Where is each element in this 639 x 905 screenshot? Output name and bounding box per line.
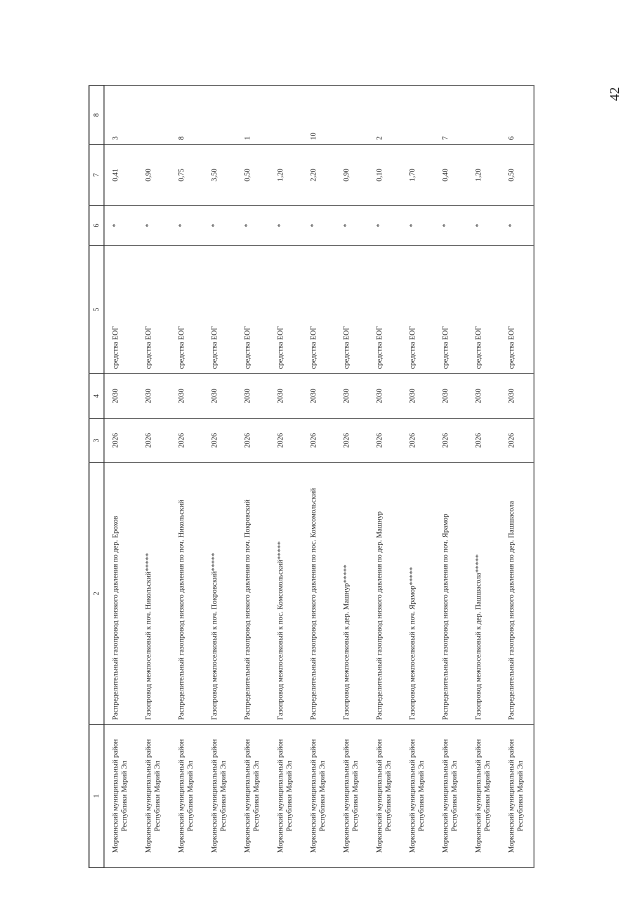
length-cell: 1,20 xyxy=(269,144,302,205)
asterisk-cell: * xyxy=(269,205,302,245)
end-year-cell: 2030 xyxy=(401,373,434,418)
end-year-cell: 2030 xyxy=(203,373,236,418)
length-cell: 0,75 xyxy=(170,144,203,205)
object-cell: Газопровод межпоселковый к дер. Пашшасола***** xyxy=(467,462,500,724)
start-year-cell: 2026 xyxy=(467,418,500,462)
start-year-cell: 2026 xyxy=(500,418,534,462)
column-header: 3 xyxy=(89,418,104,462)
count-cell: 3 xyxy=(104,85,138,144)
table-row xyxy=(269,85,302,867)
end-year-cell: 2030 xyxy=(500,373,534,418)
end-year-cell: 2030 xyxy=(269,373,302,418)
table-row xyxy=(236,85,269,867)
funding-source-cell: средства ЕОГ xyxy=(434,245,467,373)
column-header: 1 xyxy=(89,724,104,867)
funding-source-cell: средства ЕОГ xyxy=(368,245,401,373)
length-cell: 0,50 xyxy=(500,144,534,205)
end-year-cell: 2030 xyxy=(467,373,500,418)
column-header: 6 xyxy=(89,205,104,245)
asterisk-cell: * xyxy=(104,205,138,245)
district-cell: Моркинский муниципальный район Республики Марий Эл xyxy=(170,724,203,867)
object-cell: Распределительный газопровод низкого давления по дер. Пашшасола xyxy=(500,462,534,724)
table-body xyxy=(104,85,534,867)
district-cell: Моркинский муниципальный район Республики Марий Эл xyxy=(203,724,236,867)
asterisk-cell: * xyxy=(467,205,500,245)
district-cell: Моркинский муниципальный район Республики Марий Эл xyxy=(467,724,500,867)
object-cell: Газопровод межпоселковый к поч. Никольский***** xyxy=(137,462,170,724)
object-cell: Распределительный газопровод низкого давления по пос. Комсомольский xyxy=(302,462,335,724)
funding-source-cell: средства ЕОГ xyxy=(236,245,269,373)
asterisk-cell: * xyxy=(368,205,401,245)
asterisk-cell: * xyxy=(401,205,434,245)
table-row xyxy=(104,85,138,867)
table-row xyxy=(137,85,170,867)
end-year-cell: 2030 xyxy=(104,373,138,418)
length-cell: 0,90 xyxy=(335,144,368,205)
asterisk-cell: * xyxy=(170,205,203,245)
district-cell: Моркинский муниципальный район Республики Марий Эл xyxy=(500,724,534,867)
table-row xyxy=(368,85,401,867)
length-cell: 0,40 xyxy=(434,144,467,205)
count-cell: 10 xyxy=(302,85,335,144)
count-cell: 7 xyxy=(434,85,467,144)
column-header: 4 xyxy=(89,373,104,418)
funding-source-cell: средства ЕОГ xyxy=(104,245,138,373)
count-cell: 8 xyxy=(170,85,203,144)
column-header: 7 xyxy=(89,144,104,205)
end-year-cell: 2030 xyxy=(236,373,269,418)
funding-source-cell: средства ЕОГ xyxy=(203,245,236,373)
district-cell: Моркинский муниципальный район Республики Марий Эл xyxy=(368,724,401,867)
count-cell xyxy=(401,85,434,144)
length-cell: 0,50 xyxy=(236,144,269,205)
start-year-cell: 2026 xyxy=(104,418,138,462)
gas-pipeline-table xyxy=(88,85,534,868)
asterisk-cell: * xyxy=(236,205,269,245)
length-cell: 2,20 xyxy=(302,144,335,205)
funding-source-cell: средства ЕОГ xyxy=(302,245,335,373)
length-cell: 0,90 xyxy=(137,144,170,205)
funding-source-cell: средства ЕОГ xyxy=(467,245,500,373)
district-cell: Моркинский муниципальный район Республики Марий Эл xyxy=(104,724,138,867)
object-cell: Газопровод межпоселковый к дер. Машнур***** xyxy=(335,462,368,724)
start-year-cell: 2026 xyxy=(335,418,368,462)
district-cell: Моркинский муниципальный район Республики Марий Эл xyxy=(269,724,302,867)
column-header: 8 xyxy=(89,85,104,144)
start-year-cell: 2026 xyxy=(203,418,236,462)
length-cell: 1,70 xyxy=(401,144,434,205)
object-cell: Распределительный газопровод низкого давления по поч. Ярамор xyxy=(434,462,467,724)
start-year-cell: 2026 xyxy=(368,418,401,462)
asterisk-cell: * xyxy=(335,205,368,245)
object-cell: Газопровод межпоселковый к пос. Комсомольский***** xyxy=(269,462,302,724)
asterisk-cell: * xyxy=(137,205,170,245)
column-header: 5 xyxy=(89,245,104,373)
start-year-cell: 2026 xyxy=(137,418,170,462)
object-cell: Распределительный газопровод низкого давления по дер. Ерохов xyxy=(104,462,138,724)
table-row xyxy=(335,85,368,867)
district-cell: Моркинский муниципальный район Республики Марий Эл xyxy=(434,724,467,867)
object-cell: Распределительный газопровод низкого давления по дер. Машнур xyxy=(368,462,401,724)
count-cell xyxy=(137,85,170,144)
funding-source-cell: средства ЕОГ xyxy=(500,245,534,373)
asterisk-cell: * xyxy=(302,205,335,245)
table-row xyxy=(401,85,434,867)
start-year-cell: 2026 xyxy=(236,418,269,462)
start-year-cell: 2026 xyxy=(302,418,335,462)
length-cell: 1,20 xyxy=(467,144,500,205)
district-cell: Моркинский муниципальный район Республики Марий Эл xyxy=(137,724,170,867)
start-year-cell: 2026 xyxy=(269,418,302,462)
start-year-cell: 2026 xyxy=(170,418,203,462)
object-cell: Газопровод межпоселковый к поч. Покровский***** xyxy=(203,462,236,724)
district-cell: Моркинский муниципальный район Республики Марий Эл xyxy=(401,724,434,867)
header-row xyxy=(89,85,104,867)
length-cell: 0,41 xyxy=(104,144,138,205)
end-year-cell: 2030 xyxy=(368,373,401,418)
table-row xyxy=(500,85,534,867)
funding-source-cell: средства ЕОГ xyxy=(269,245,302,373)
table-row xyxy=(467,85,500,867)
length-cell: 0,10 xyxy=(368,144,401,205)
funding-source-cell: средства ЕОГ xyxy=(401,245,434,373)
asterisk-cell: * xyxy=(434,205,467,245)
object-cell: Газопровод межпоселковый к поч. Ярамор***** xyxy=(401,462,434,724)
end-year-cell: 2030 xyxy=(170,373,203,418)
end-year-cell: 2030 xyxy=(434,373,467,418)
district-cell: Моркинский муниципальный район Республики Марий Эл xyxy=(335,724,368,867)
end-year-cell: 2030 xyxy=(302,373,335,418)
count-cell: 2 xyxy=(368,85,401,144)
table-row xyxy=(170,85,203,867)
funding-source-cell: средства ЕОГ xyxy=(335,245,368,373)
funding-source-cell: средства ЕОГ xyxy=(170,245,203,373)
funding-source-cell: средства ЕОГ xyxy=(137,245,170,373)
count-cell xyxy=(335,85,368,144)
start-year-cell: 2026 xyxy=(401,418,434,462)
end-year-cell: 2030 xyxy=(137,373,170,418)
rotated-table-container xyxy=(88,86,551,868)
count-cell xyxy=(467,85,500,144)
count-cell xyxy=(269,85,302,144)
object-cell: Распределительный газопровод низкого давления по поч. Никольский xyxy=(170,462,203,724)
object-cell: Распределительный газопровод низкого давления по поч. Покровский xyxy=(236,462,269,724)
district-cell: Моркинский муниципальный район Республики Марий Эл xyxy=(236,724,269,867)
table-row xyxy=(302,85,335,867)
start-year-cell: 2026 xyxy=(434,418,467,462)
end-year-cell: 2030 xyxy=(335,373,368,418)
column-header: 2 xyxy=(89,462,104,724)
length-cell: 3,50 xyxy=(203,144,236,205)
count-cell: 6 xyxy=(500,85,534,144)
table-row xyxy=(203,85,236,867)
asterisk-cell: * xyxy=(203,205,236,245)
table-row xyxy=(434,85,467,867)
page-number: 42 xyxy=(608,87,623,101)
count-cell xyxy=(203,85,236,144)
district-cell: Моркинский муниципальный район Республики Марий Эл xyxy=(302,724,335,867)
asterisk-cell: * xyxy=(500,205,534,245)
count-cell: 1 xyxy=(236,85,269,144)
